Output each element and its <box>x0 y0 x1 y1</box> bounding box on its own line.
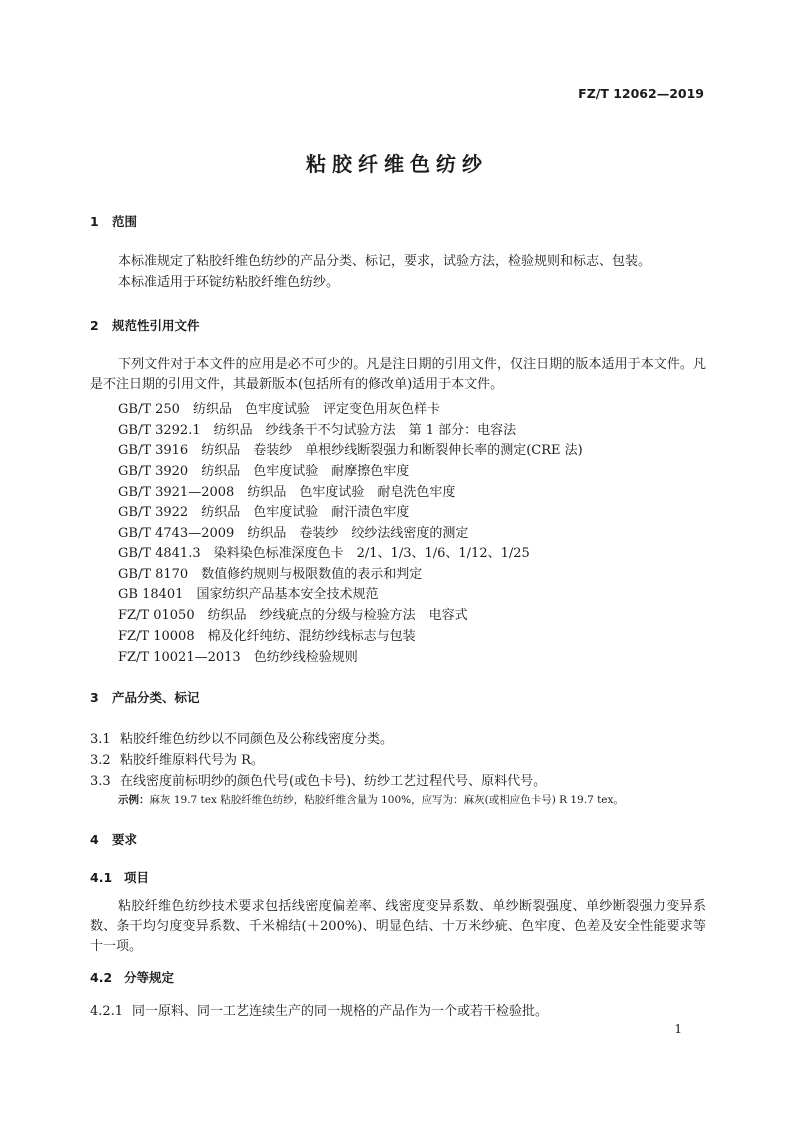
reference-title: 纺织品 色牢度试验 耐皂洗色牢度 <box>247 485 456 500</box>
section-number: 2 <box>90 318 99 333</box>
reference-title: 纺织品 色牢度试验 耐汗渍色牢度 <box>201 505 410 520</box>
section-title: 范围 <box>112 214 138 229</box>
section-1-heading <box>90 212 137 230</box>
reference-title: 国家纺织产品基本安全技术规范 <box>196 587 379 602</box>
clause-4-2-1 <box>90 1000 548 1019</box>
requirements-paragraph: 粘胶纤维色纺纱技术要求包括线密度偏差率、线密度变异系数、单纱断裂强度、单纱断裂强力变异系数、条干均匀度变异系数、千米棉结(＋200%)、明显色结、十万米纱疵、色牢度、色差及安全性能要求等十一项。 <box>90 899 706 954</box>
section-number: 4 <box>90 832 99 847</box>
reference-item <box>118 481 455 500</box>
clause-text: 在线密度前标明纱的颜色代号(或色卡号)、纺纱工艺过程代号、原料代号。 <box>120 774 547 789</box>
reference-title: 纺织品 卷装纱 绞纱法线密度的测定 <box>247 526 469 541</box>
clause-text: 同一原料、同一工艺连续生产的同一规格的产品作为一个或若干检验批。 <box>132 1004 549 1019</box>
reference-code: GB/T 3292.1 <box>118 423 201 438</box>
reference-title: 数值修约规则与极限数值的表示和判定 <box>201 567 423 582</box>
reference-code: GB/T 4841.3 <box>118 546 201 561</box>
example-note <box>118 792 624 807</box>
clause-number: 4.2.1 <box>90 1004 124 1019</box>
reference-item <box>118 439 583 458</box>
standard-code: FZ/T 12062—2019 <box>578 86 704 101</box>
clause-3-1 <box>90 728 393 747</box>
scope-paragraph-2: 本标准适用于环锭纺粘胶纤维色纺纱。 <box>118 275 340 290</box>
section-title: 产品分类、标记 <box>112 690 200 705</box>
reference-item <box>118 522 468 541</box>
clause-3-3 <box>90 770 546 789</box>
clause-number: 3.1 <box>90 732 111 747</box>
reference-item <box>118 625 416 644</box>
reference-item <box>118 563 422 582</box>
section-number: 4.2 <box>90 970 113 985</box>
reference-code: GB/T 3916 <box>118 443 189 458</box>
reference-item <box>118 646 358 665</box>
reference-code: GB/T 250 <box>118 402 180 417</box>
reference-item <box>118 501 409 520</box>
section-3-heading <box>90 688 200 706</box>
reference-title: 染料染色标准深度色卡 2/1、1/3、1/6、1/12、1/25 <box>213 546 530 561</box>
clause-text: 粘胶纤维色纺纱以不同颜色及公称线密度分类。 <box>120 732 394 747</box>
section-number: 4.1 <box>90 870 113 885</box>
reference-code: GB/T 3922 <box>118 505 189 520</box>
reference-code: FZ/T 01050 <box>118 608 195 623</box>
scope-paragraph-1: 本标准规定了粘胶纤维色纺纱的产品分类、标记，要求，试验方法，检验规则和标志、包装。 <box>118 254 652 269</box>
section-4-2-heading <box>90 968 174 986</box>
section-title: 分等规定 <box>124 970 175 985</box>
references-intro: 下列文件对于本文件的应用是必不可少的。凡是注日期的引用文件，仅注日期的版本适用于本文件。凡是不注日期的引用文件，其最新版本(包括所有的修改单)适用于本文件。 <box>90 357 706 392</box>
reference-code: GB/T 4743—2009 <box>118 526 235 541</box>
reference-code: FZ/T 10008 <box>118 629 195 644</box>
reference-item <box>118 398 440 417</box>
reference-title: 纺织品 卷装纱 单根纱线断裂强力和断裂伸长率的测定(CRE 法) <box>201 443 583 458</box>
section-4-heading <box>90 830 137 848</box>
reference-item <box>118 583 378 602</box>
reference-title: 纺织品 色牢度试验 耐摩擦色牢度 <box>201 464 410 479</box>
reference-title: 纺织品 纱线疵点的分级与检验方法 电容式 <box>207 608 468 623</box>
reference-item <box>118 542 530 561</box>
clause-number: 3.2 <box>90 753 111 768</box>
reference-code: GB/T 3921—2008 <box>118 485 235 500</box>
clause-3-2 <box>90 749 264 768</box>
clause-number: 3.3 <box>90 774 111 789</box>
section-title: 规范性引用文件 <box>112 318 200 333</box>
section-4-1-heading <box>90 868 149 886</box>
reference-title: 纺织品 纱线条干不匀试验方法 第 1 部分：电容法 <box>213 423 517 438</box>
section-number: 1 <box>90 214 99 229</box>
clause-text: 粘胶纤维原料代号为 R。 <box>120 753 264 768</box>
reference-item <box>118 460 409 479</box>
example-text: 麻灰 19.7 tex 粘胶纤维色纺纱，粘胶纤维含量为 100%，应写为：麻灰(或相应色卡号) R 19.7 tex。 <box>149 794 624 806</box>
reference-title: 色纺纱线检验规则 <box>253 650 358 665</box>
page-number: 1 <box>674 1022 682 1036</box>
reference-code: FZ/T 10021—2013 <box>118 650 241 665</box>
section-title: 项目 <box>124 870 150 885</box>
section-title: 要求 <box>112 832 138 847</box>
document-title: 粘胶纤维色纺纱 <box>306 152 488 176</box>
example-label: 示例： <box>118 794 150 806</box>
reference-item <box>118 604 468 623</box>
reference-code: GB/T 8170 <box>118 567 189 582</box>
reference-code: GB/T 3920 <box>118 464 189 479</box>
reference-title: 纺织品 色牢度试验 评定变色用灰色样卡 <box>192 402 440 417</box>
reference-item <box>118 419 516 438</box>
reference-title: 棉及化纤纯纺、混纺纱线标志与包装 <box>207 629 416 644</box>
section-2-heading <box>90 316 200 334</box>
reference-code: GB 18401 <box>118 587 184 602</box>
section-number: 3 <box>90 690 99 705</box>
